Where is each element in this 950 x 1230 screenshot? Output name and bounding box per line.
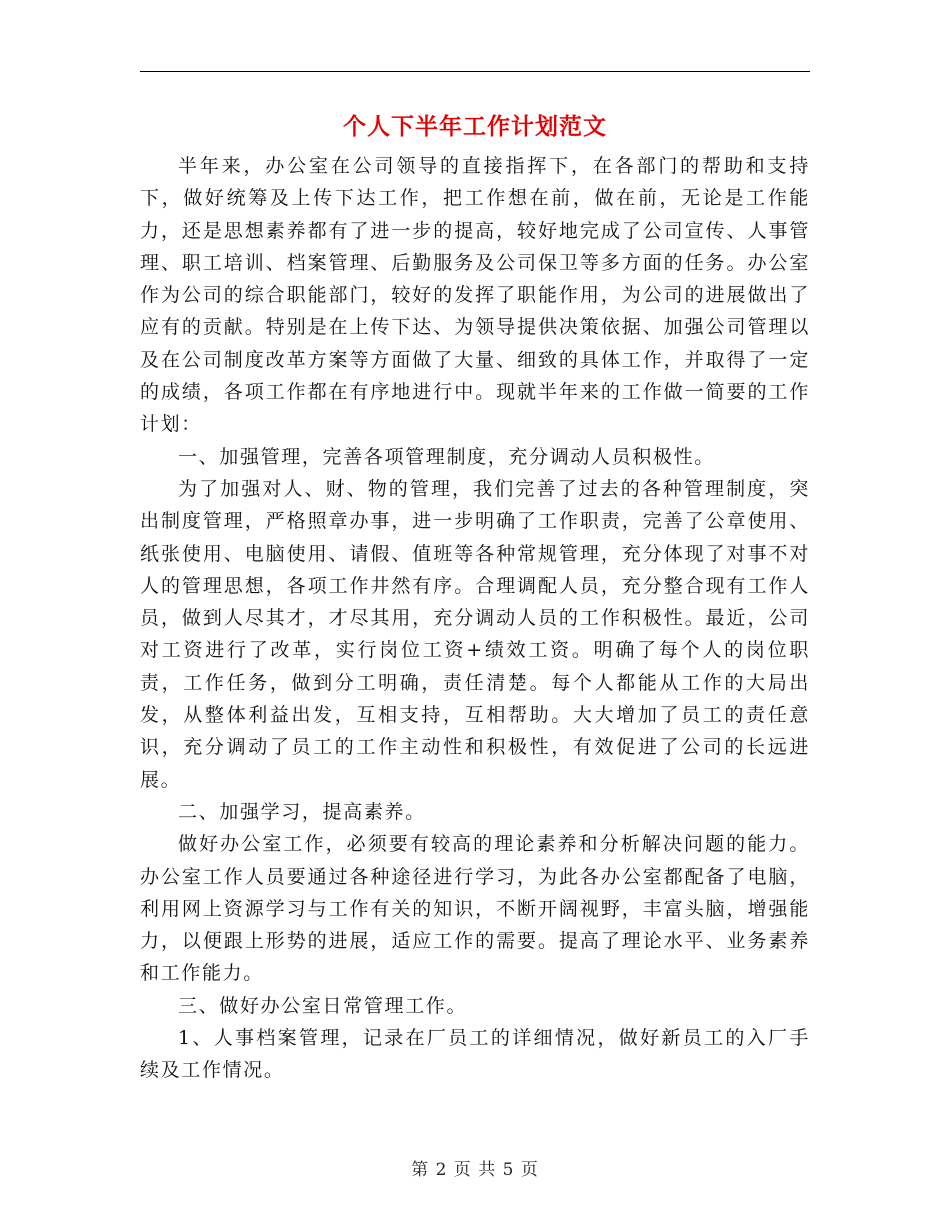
intro-paragraph: 半年来，办公室在公司领导的直接指挥下，在各部门的帮助和支持下，做好统筹及上传下达工作，把工作想在前，做在前，无论是工作能力，还是思想素养都有了进一步的提高，较好地完成了公司宣传、人事管理、职工培训、档案管理、后勤服务及公司保卫等多方面的任务。办公室作为公司的综合职能部门，较好的发挥了职能作用，为公司的进展做出了应有的贡献。特别是在上传下达、为领导提供决策依据、加强公司管理以及在公司制度改革方案等方面做了大量、细致的具体工作，并取得了一定的成绩，各项工作都在有序地进行中。现就半年来的工作做一简要的工作计划： xyxy=(140,155,810,436)
page-footer xyxy=(140,1155,810,1180)
section-3-item-1: 1、人事档案管理，记录在厂员工的详细情况，做好新员工的入厂手续及工作情况。 xyxy=(140,1027,810,1082)
section-heading-3: 三、做好办公室日常管理工作。 xyxy=(178,994,468,1017)
section-heading-2: 二、加强学习，提高素养。 xyxy=(178,800,426,823)
section-2-paragraph: 做好办公室工作，必须要有较高的理论素养和分析解决问题的能力。办公室工作人员要通过各种途径进行学习，为此各办公室都配备了电脑，利用网上资源学习与工作有关的知识，不断开阔视野，丰富头脑，增强能力，以便跟上形势的进展，适应工作的需要。提高了理论水平、业务素养和工作能力。 xyxy=(140,833,810,985)
section-heading-1: 一、加强管理，完善各项管理制度，充分调动人员积极性。 xyxy=(178,445,715,468)
document-body xyxy=(140,150,810,1087)
header-rule xyxy=(140,71,810,72)
page-number: 第 2 页 共 5 页 xyxy=(411,1160,539,1180)
section-1-paragraph: 为了加强对人、财、物的管理，我们完善了过去的各种管理制度，突出制度管理，严格照章办事，进一步明确了工作职责，完善了公章使用、纸张使用、电脑使用、请假、值班等各种常规管理，充分体现了对事不对人的管理思想，各项工作井然有序。合理调配人员，充分整合现有工作人员，做到人尽其才，才尽其用，充分调动人员的工作积极性。最近，公司对工资进行了改革，实行岗位工资+绩效工资。明确了每个人的岗位职责，工作任务，做到分工明确，责任清楚。每个人都能从工作的大局出发，从整体利益出发，互相支持，互相帮助。大大增加了员工的责任意识，充分调动了员工的工作主动性和积极性，有效促进了公司的长远进展。 xyxy=(140,477,810,791)
document-title: 个人下半年工作计划范文 xyxy=(343,114,607,140)
